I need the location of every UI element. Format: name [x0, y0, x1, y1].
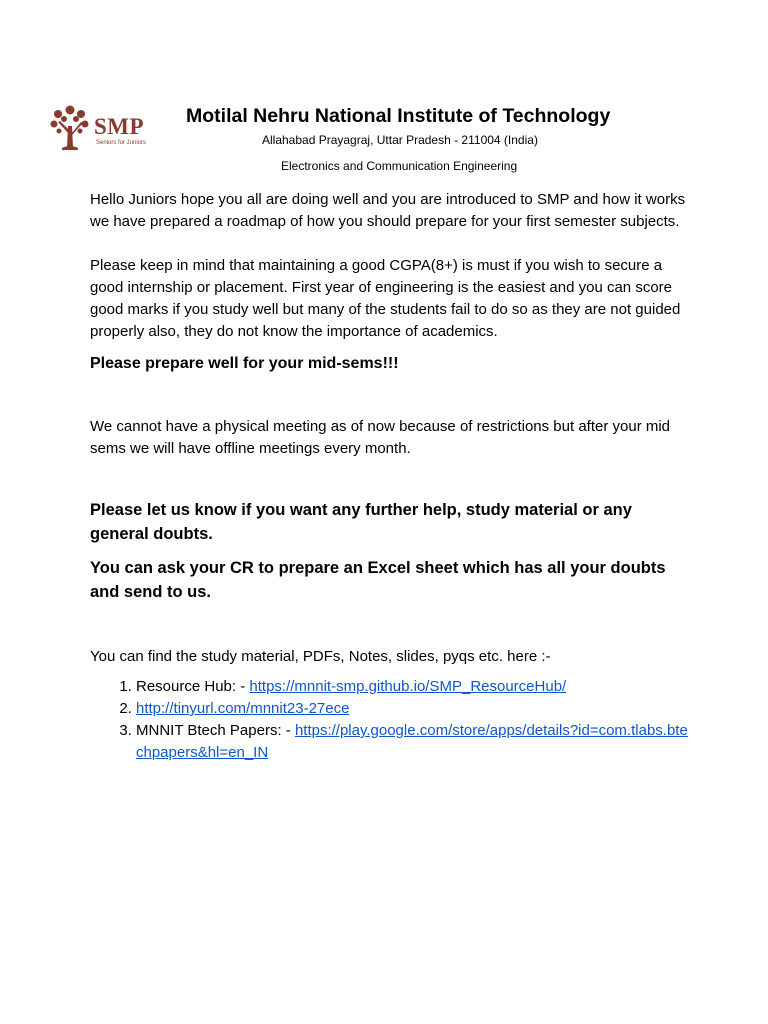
list-item [136, 698, 690, 720]
department-name: Electronics and Communication Engineering [281, 159, 518, 173]
letterhead [0, 100, 768, 180]
cgpa-paragraph: Please keep in mind that maintaining a good CGPA(8+) is must if you wish to secure a good internship or placement. First year of engineering is the easiest and you can score good marks if you study well but many of the students fail to do so as they are not guided properly also, they do not know the importance of academics. [90, 257, 681, 340]
resource-label: Resource Hub: - [136, 678, 250, 695]
resource-hub-link[interactable]: https://mnnit-smp.github.io/SMP_ResourceHub/ [249, 678, 567, 695]
resource-label: MNNIT Btech Papers: - [136, 722, 295, 739]
list-item [136, 676, 690, 698]
intro-paragraph: Hello Juniors hope you all are doing well and you are introduced to SMP and how it works we have prepared a roadmap of how you should prepare for your first semester subjects. [90, 191, 686, 230]
document-body [90, 189, 690, 764]
help-heading: Please let us know if you want any further help, study material or any general doubts. [90, 501, 632, 543]
institute-title: Motilal Nehru National Institute of Technology [186, 105, 611, 127]
logo-text: SMP [94, 114, 145, 139]
smp-logo [48, 104, 160, 154]
btech-papers-link[interactable]: https://play.google.com/store/apps/details?id=com.tlabs.btechpapers&hl=en_IN [136, 722, 688, 761]
institute-address: Allahabad Prayagraj, Uttar Pradesh - 211004 (India) [262, 133, 538, 147]
tinyurl-link[interactable]: http://tinyurl.com/mnnit23-27ece [136, 700, 350, 717]
resource-list [90, 676, 690, 764]
excel-heading: You can ask your CR to prepare an Excel sheet which has all your doubts and send to us. [90, 559, 666, 601]
tree-icon [48, 104, 92, 154]
resources-intro: You can find the study material, PDFs, Notes, slides, pyqs etc. here :- [90, 648, 551, 665]
midsem-heading: Please prepare well for your mid-sems!!! [90, 355, 399, 372]
list-item [136, 720, 690, 764]
logo-tagline: Seniors for Juniors [96, 140, 147, 146]
meeting-paragraph: We cannot have a physical meeting as of now because of restrictions but after your mid sems we will have offline meetings every month. [90, 418, 671, 457]
